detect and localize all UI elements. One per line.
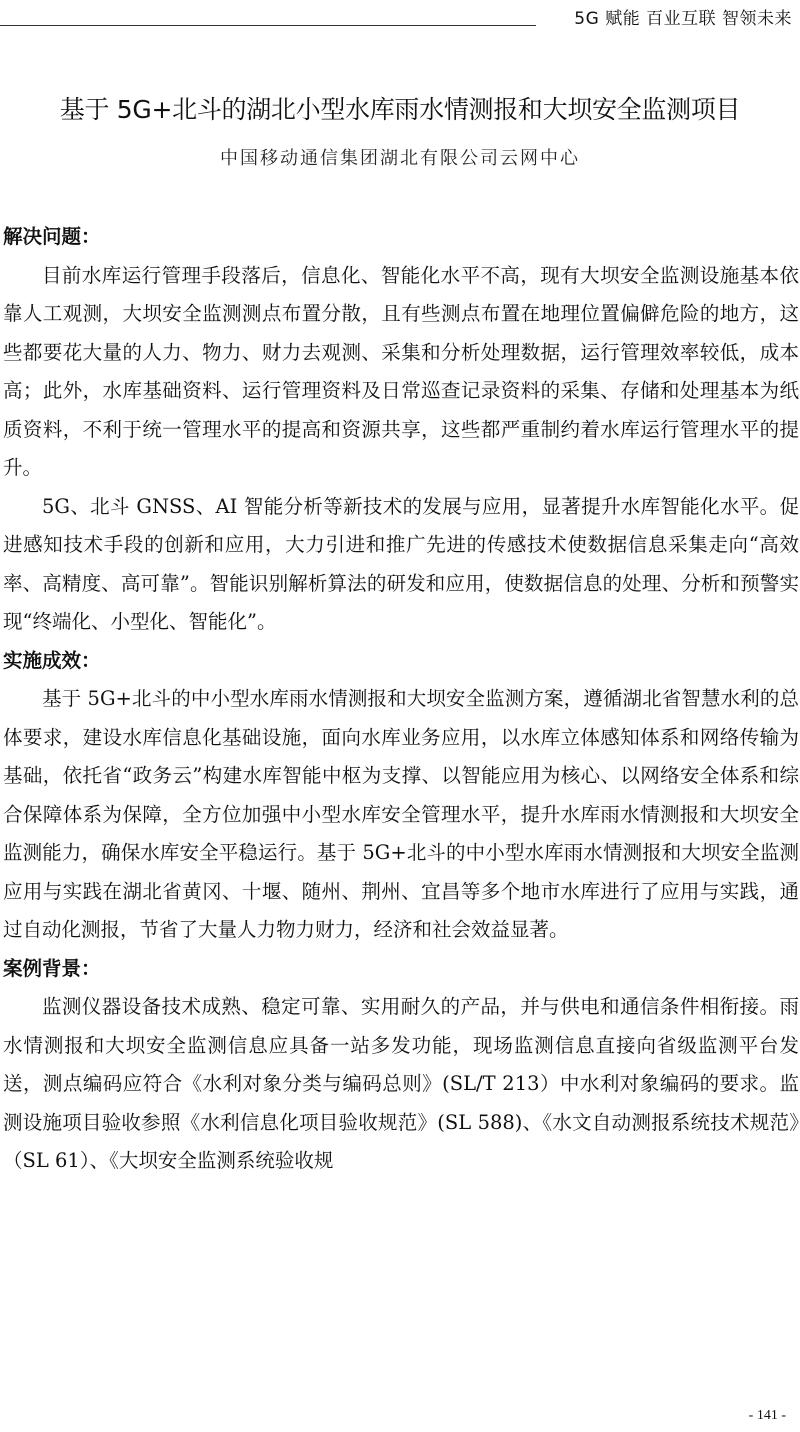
paragraph: 5G、北斗 GNSS、AI 智能分析等新技术的发展与应用，显著提升水库智能化水平。促进感知技术手段的创新和应用，大力引进和推广先进的传感技术使数据信息采集走向“高效率、高精度、高可靠”。智能识别解析算法的研发和应用，使数据信息的处理、分析和预警实现“终端化、小型化、智能化”。 [3, 494, 799, 633]
header-rule [0, 25, 536, 26]
paragraph: 目前水库运行管理手段落后，信息化、智能化水平不高，现有大坝安全监测设施基本依靠人工观测，大坝安全监测测点布置分散，且有些测点布置在地理位置偏僻危险的地方，这些都要花大量的人力、物力、财力去观测、采集和分析处理数据，运行管理效率较低，成本高；此外，水库基础资料、运行管理资料及日常巡查记录资料的采集、存储和处理基本为纸质资料，不利于统一管理水平的提高和资源共享，这些都严重制约着水库运行管理水平的提升。 [3, 263, 799, 479]
organization-name: 中国移动通信集团湖北有限公司云网中心 [220, 148, 580, 169]
document-title: 基于 5G+北斗的湖北小型水库雨水情测报和大坝安全监测项目 [59, 95, 741, 124]
paragraph: 基于 5G+北斗的中小型水库雨水情测报和大坝安全监测方案，遵循湖北省智慧水利的总体要求，建设水库信息化基础设施，面向水库业务应用，以水库立体感知体系和网络传输为基础，依托省“政务云”构建水库智能中枢为支撑、以智能应用为核心、以网络安全体系和综合保障体系为保障，全方位加强中小型水库安全管理水平，提升水库雨水情测报和大坝安全监测能力，确保水库安全平稳运行。基于 5G+北斗的中小型水库雨水情测报和大坝安全监测应用与实践在湖北省黄冈、十堰、随州、荆州、宜昌等多个地市水库进行了应用与实践，通过自动化测报，节省了大量人力物力财力，经济和社会效益显著。 [3, 687, 799, 941]
section-heading-results: 实施成效： [3, 648, 101, 672]
paragraph: 监测仪器设备技术成熟、稳定可靠、实用耐久的产品，并与供电和通信条件相衔接。雨水情测报和大坝安全监测信息应具备一站多发功能，现场监测信息直接向省级监测平台发送，测点编码应符合《水利对象分类与编码总则》(SL/T 213）中水利对象编码的要求。监测设施项目验收参照《水利信息化项目验收规范》(SL 588)、《水文自动测报系统技术规范》（SL 61）、《大坝安全监测系统验收规 [3, 995, 799, 1172]
section-heading-problem: 解决问题： [3, 225, 101, 248]
header-slogan: 5G 赋能 百业互联 智领未来 [574, 9, 792, 29]
page-number: - 141 - [748, 1408, 786, 1423]
section-heading-background: 案例背景： [3, 956, 101, 980]
document-body [3, 218, 799, 1181]
